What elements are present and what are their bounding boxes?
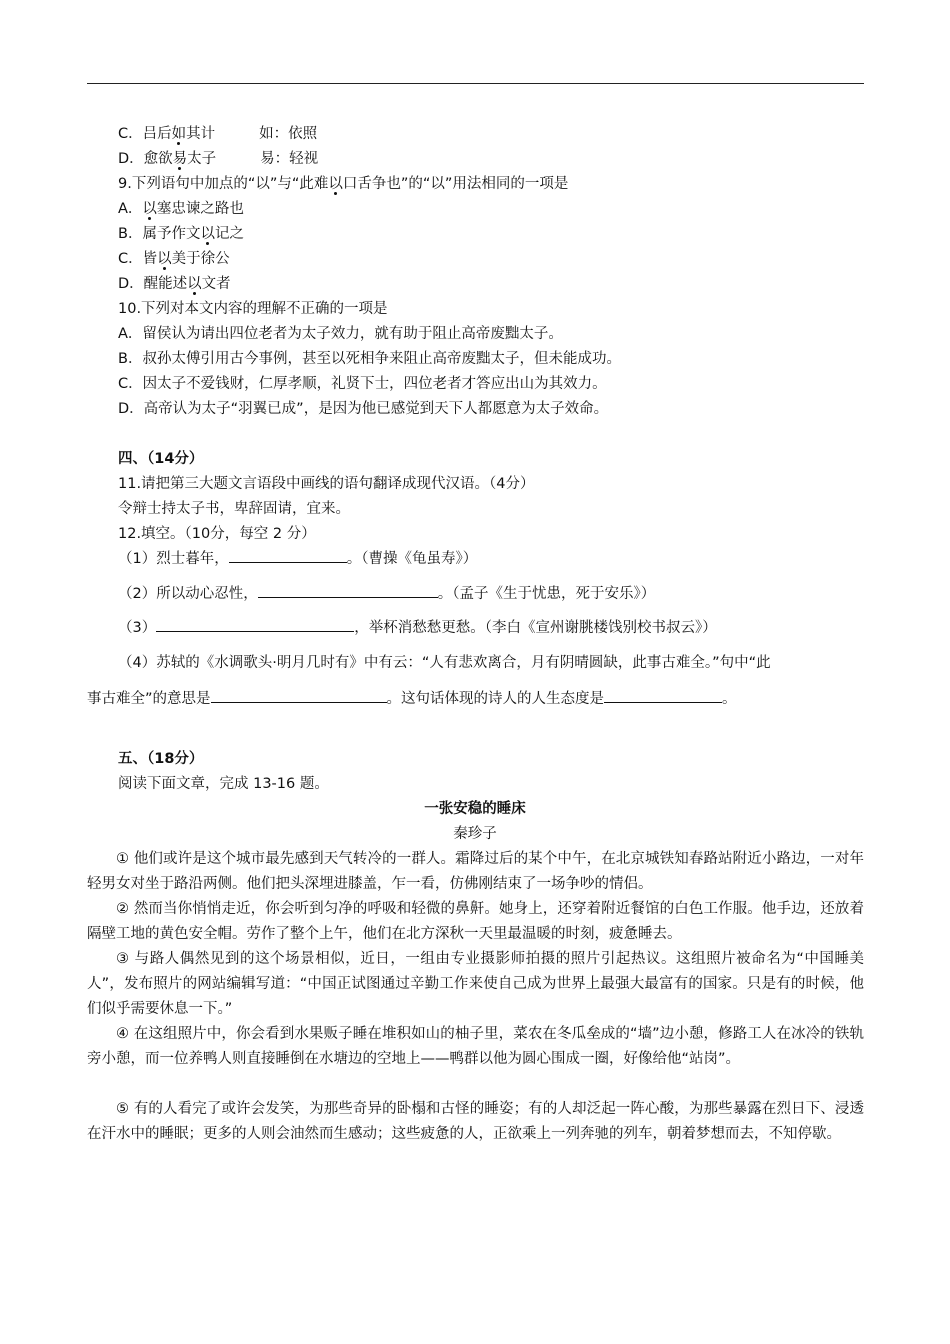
fill-blank-5[interactable] bbox=[604, 688, 722, 703]
article-author: 秦珍子 bbox=[453, 826, 497, 842]
q11-stem: 11.请把第三大题文言语段中画线的语句翻译成现代汉语。（4分） bbox=[118, 476, 535, 492]
article-paragraph-1: ① 他们或许是这个城市最先感到天气转冷的一群人。霜降过后的某个中午，在北京城铁知春路站附近小路边，一对年轻男女对坐于路沿两侧。他们把头深埋进膝盖，乍一看，仿佛刚结束了一场争吵的情侣。 bbox=[87, 851, 864, 892]
q9-option-b: B．属予作文以记之 bbox=[118, 226, 244, 242]
article-paragraph-5: ⑤ 有的人看完了或许会发笑，为那些奇异的卧榻和古怪的睡姿；有的人却泛起一阵心酸，为那些暴露在烈日下、浸透在汗水中的睡眠；更多的人则会油然而生感动；这些疲惫的人，正欲乘上一列奔驰的列车，朝着梦想而去，不知停歇。 bbox=[87, 1101, 864, 1142]
q10-option-b: B．叔孙太傅引用古今事例，甚至以死相争来阻止高帝废黜太子，但未能成功。 bbox=[118, 351, 621, 367]
q8-option-d: D．愈欲易太子 易：轻视 bbox=[118, 151, 319, 167]
q9-option-a: A．以塞忠谏之路也 bbox=[118, 201, 244, 217]
q12-fill-2: （2）所以动心忍性， 。（孟子《生于忧患，死于安乐》） bbox=[118, 583, 655, 605]
q9-option-c: C．皆以美于徐公 bbox=[118, 251, 230, 267]
q12-fill-4-line1: （4）苏轼的《水调歌头·明月几时有》中有云：“人有悲欢离合，月有阴晴圆缺，此事古难全。”句中“此 bbox=[118, 655, 771, 671]
article-paragraph-4: ④ 在这组照片中，你会看到水果贩子睡在堆积如山的柚子里，菜农在冬瓜垒成的“墙”边小憩，修路工人在冰冷的铁轨旁小憩，而一位养鸭人则直接睡倒在水塘边的空地上——鸭群以他为圆心围成一圈，好像给他“站岗”。 bbox=[87, 1026, 864, 1067]
fill-blank-3[interactable] bbox=[156, 617, 354, 632]
article-paragraph-2: ② 然而当你悄悄走近，你会听到匀净的呼吸和轻微的鼻鼾。她身上，还穿着附近餐馆的白色工作服。他手边，还放着隔壁工地的黄色安全帽。劳作了整个上午，他们在北方深秋一天里最温暖的时刻，疲惫睡去。 bbox=[87, 901, 864, 942]
q12-stem: 12.填空。（10分，每空 2 分） bbox=[118, 526, 316, 542]
article-title: 一张安稳的睡床 bbox=[424, 801, 526, 817]
q10-option-c: C．因太子不爱钱财，仁厚孝顺，礼贤下士，四位老者才答应出山为其效力。 bbox=[118, 376, 607, 392]
header-rule bbox=[87, 83, 864, 84]
q10-option-a: A．留侯认为请出四位老者为太子效力，就有助于阻止高帝废黜太子。 bbox=[118, 326, 563, 342]
q9-stem: 9.下列语句中加点的“以”与“此难以口舌争也”的“以”用法相同的一项是 bbox=[118, 176, 569, 192]
s5-intro: 阅读下面文章，完成 13-16 题。 bbox=[118, 776, 329, 792]
q11-sentence: 令辩士持太子书，卑辞固请，宜来。 bbox=[118, 501, 350, 517]
fill-blank-2[interactable] bbox=[258, 583, 438, 598]
section-5-heading: 五、（18分） bbox=[118, 751, 204, 767]
q10-stem: 10.下列对本文内容的理解不正确的一项是 bbox=[118, 301, 388, 317]
q12-fill-4-line2: 事古难全”的意思是 。这句话体现的诗人的人生态度是 。 bbox=[87, 688, 737, 710]
q10-option-d: D．高帝认为太子“羽翼已成”，是因为他已感觉到天下人都愿意为太子效命。 bbox=[118, 401, 609, 417]
q9-option-d: D．醒能述以文者 bbox=[118, 276, 231, 292]
q8-option-c: C．吕后如其计 如：依照 bbox=[118, 126, 318, 142]
article-paragraph-3: ③ 与路人偶然见到的这个场景相似，近日，一组由专业摄影师拍摄的照片引起热议。这组照片被命名为“中国睡美人”，发布照片的网站编辑写道：“中国正试图通过辛勤工作来使自己成为世界上最强大最富有的国家。只是有的时候，他们似乎需要休息一下。” bbox=[87, 951, 864, 1017]
q12-fill-3: （3） ，举杯消愁愁更愁。（李白《宣州谢朓楼饯别校书叔云》） bbox=[118, 617, 717, 639]
q12-fill-1: （1）烈士暮年， 。（曹操《龟虽寿》） bbox=[118, 548, 477, 570]
fill-blank-4[interactable] bbox=[211, 688, 387, 703]
section-4-heading: 四、（14分） bbox=[118, 451, 204, 467]
fill-blank-1[interactable] bbox=[229, 548, 347, 563]
